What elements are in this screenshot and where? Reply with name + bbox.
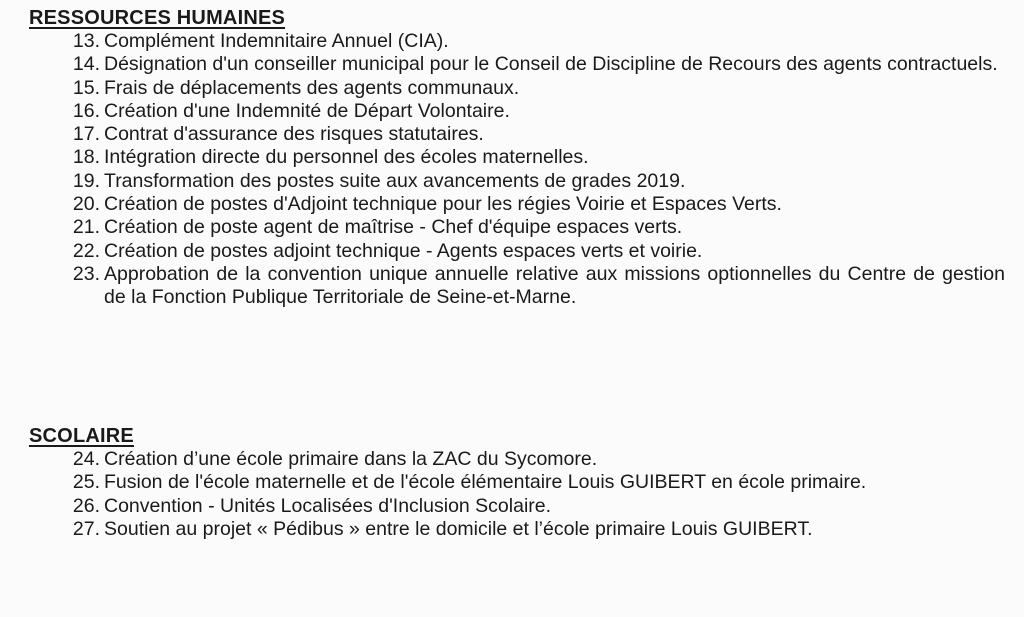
item-number: 16.	[72, 99, 100, 122]
item-number: 15.	[72, 76, 100, 99]
list-item	[29, 471, 1009, 494]
section-scolaire	[29, 424, 1009, 541]
section-ressources-humaines	[29, 6, 1009, 310]
list-item	[29, 495, 1009, 518]
list-item	[29, 193, 1009, 216]
list-item	[29, 263, 1009, 310]
item-text: Création d’une école primaire dans la ZAC du Sycomore.	[104, 448, 598, 470]
item-number: 20.	[72, 193, 100, 216]
item-text: Fusion de l'école maternelle et de l'école élémentaire Louis GUIBERT en école primaire.	[104, 471, 867, 494]
item-text: Complément Indemnitaire Annuel (CIA).	[104, 30, 449, 52]
item-number: 13.	[72, 30, 100, 52]
item-number: 23.	[72, 262, 100, 285]
item-text: Création de postes d'Adjoint technique pour les régies Voirie et Espaces Verts.	[104, 193, 782, 216]
section-title: RESSOURCES HUMAINES	[29, 7, 286, 29]
item-text: Création de poste agent de maîtrise - Chef d'équipe espaces verts.	[104, 216, 683, 239]
list-item	[29, 53, 1009, 76]
list-item	[29, 100, 1009, 123]
agenda-list	[29, 448, 1009, 541]
item-number: 27.	[72, 517, 100, 540]
list-item	[29, 170, 1009, 193]
item-number: 17.	[72, 123, 100, 146]
item-text: Création d'une Indemnité de Départ Volontaire.	[104, 99, 510, 122]
item-text: Intégration directe du personnel des écoles maternelles.	[104, 146, 589, 169]
list-item	[29, 30, 1009, 53]
list-item	[29, 123, 1009, 146]
item-text: Approbation de la convention unique annuelle relative aux missions optionnelles du Centre de gestion de la Fonction Publique Territoriale de Seine-et-Marne.	[104, 262, 1005, 309]
item-number: 21.	[72, 216, 100, 239]
item-number: 22.	[72, 239, 100, 262]
list-item	[29, 77, 1009, 100]
item-number: 25.	[72, 471, 100, 494]
list-item	[29, 518, 1009, 541]
item-text: Soutien au projet « Pédibus » entre le domicile et l’école primaire Louis GUIBERT.	[104, 517, 813, 540]
item-text: Convention - Unités Localisées d'Inclusion Scolaire.	[104, 494, 552, 517]
item-text: Désignation d'un conseiller municipal pour le Conseil de Discipline de Recours des agents contractuels.	[104, 53, 998, 76]
list-item	[29, 216, 1009, 239]
item-number: 14.	[72, 53, 100, 76]
item-number: 18.	[72, 146, 100, 169]
item-text: Transformation des postes suite aux avancements de grades 2019.	[104, 169, 686, 192]
list-item	[29, 448, 1009, 471]
item-text: Frais de déplacements des agents communaux.	[104, 76, 520, 99]
section-title: SCOLAIRE	[29, 425, 134, 447]
item-text: Contrat d'assurance des risques statutaires.	[104, 123, 484, 146]
item-number: 24.	[72, 448, 100, 470]
item-text: Création de postes adjoint technique - Agents espaces verts et voirie.	[104, 239, 703, 262]
list-item	[29, 240, 1009, 263]
item-number: 26.	[72, 494, 100, 517]
item-number: 19.	[72, 169, 100, 192]
agenda-list	[29, 30, 1009, 310]
list-item	[29, 146, 1009, 169]
